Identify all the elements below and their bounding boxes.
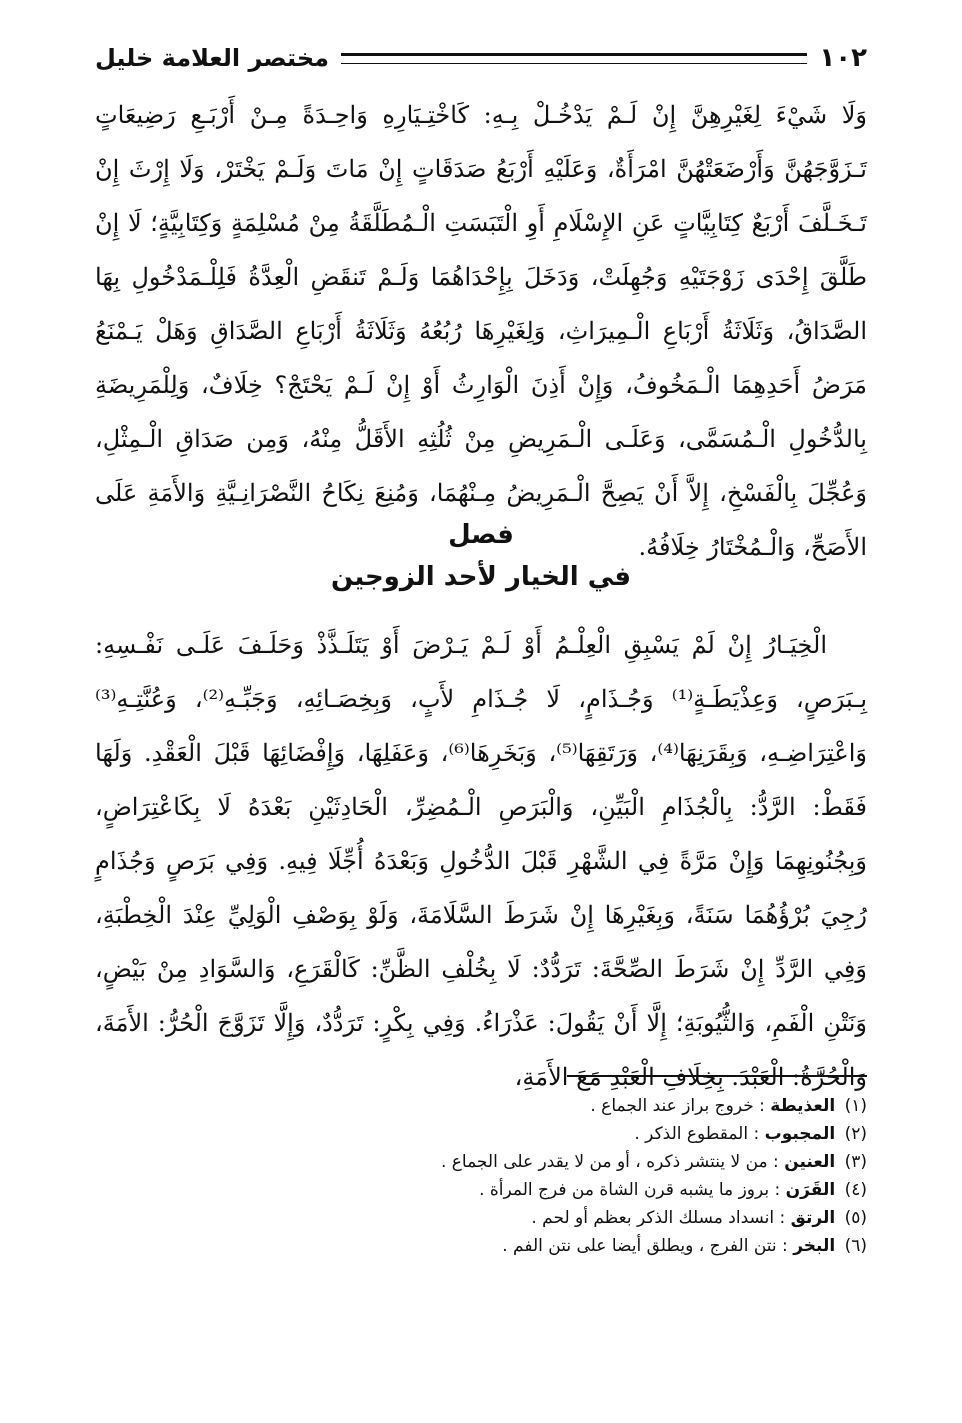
footnote-text: : بروز ما يشبه قرن الشاة من فرج المرأة . — [479, 1180, 781, 1200]
footnote-term: العنين — [784, 1152, 836, 1172]
footnote-term: المجبوب — [764, 1124, 836, 1144]
footnote-number: (٣) — [844, 1152, 867, 1172]
page-header — [95, 38, 867, 78]
footnote-term: الرتق — [790, 1208, 836, 1228]
header-rule — [341, 53, 807, 64]
section-label: فصل — [448, 520, 514, 550]
footnote-term: القَرَن — [785, 1180, 836, 1200]
footnote-number: (١) — [844, 1096, 867, 1116]
footnote-item — [95, 1120, 867, 1148]
footnote-item — [95, 1204, 867, 1232]
body-paragraph-2 — [95, 618, 867, 1104]
body-paragraph-1 — [95, 88, 867, 574]
footnotes-list — [95, 1092, 867, 1260]
page-number: ١٠٢ — [819, 43, 867, 73]
footnote-text: : خروج براز عند الجماع . — [590, 1096, 765, 1116]
footnote-term: العذيطة — [770, 1096, 836, 1116]
footnote-separator — [567, 1075, 867, 1077]
section-title: في الخيار لأحد الزوجين — [330, 562, 632, 592]
footnote-text: : انسداد مسلك الذكر بعظم أو لحم . — [531, 1208, 786, 1228]
footnote-number: (٢) — [844, 1124, 867, 1144]
running-title: مختصر العلامة خليل — [95, 44, 329, 72]
footnote-text: : المقطوع الذكر . — [634, 1124, 760, 1144]
footnote-term: البخر — [793, 1236, 836, 1256]
paragraph-text: وَلَا شَيْءَ لِغَيْرِهِنَّ إِنْ لَـمْ يَدْخُـلْ بِـهِ: كَاخْتِـيَارِهِ وَاحِـدَةً مِـنْ أَرْبَـعِ رَضِيعَاتٍ تَـزَوَّجَهُنَّ وَأَرْضَعَتْهُنَّ امْرَأَةٌ، وَعَلَيْهِ أَرْبَعُ صَدَقَاتٍ إِنْ مَاتَ وَلَـمْ يَخْتَرْ، وَلَا إِرْثَ إِنْ تَـخَـلَّفَ أَرْبَعٌ كِتَابِيَّاتٍ عَنِ الإِسْلَامِ أَوِ الْتَبَسَتِ الْـمُطَلَّقَةُ مِنْ مُسْلِمَةٍ وَكِتَابِيَّةٍ؛ لَا إِنْ طَلَّقَ إِحْدَى زَوْجَتَيْهِ وَجُهِلَتْ، وَدَخَلَ بِإِحْدَاهُمَا وَلَـمْ تَنقَضِ الْعِدَّةُ فَلِلْـمَدْخُولِ بِهَا الصَّدَاقُ، وَثَلَاثَةُ أَرْبَاعِ الْـمِيرَاثِ، وَلِغَيْرِهَا رُبُعُهُ وَثَلَاثَةُ أَرْبَاعِ الصَّدَاقِ وَهَلْ يَـمْنَعُ مَرَضُ أَحَدِهِمَا الْـمَخُوفُ، وَإِنْ أَذِنَ الْوَارِثُ أَوْ إِنْ لَـمْ يَحْتَجْ؟ خِلَافٌ، وَلِلْمَرِيضَةِ بِالدُّخُولِ الْـمُسَمَّى، وَعَلَـى الْـمَرِيضِ مِنْ ثُلُثِهِ الأَقَلُّ مِنْهُ، وَمِن صَدَاقِ الْـمِثْلِ، وَعُجِّلَ بِالْفَسْخِ، إِلاَّ أَنْ يَصِحَّ الْـمَرِيضُ مِـنْهُمَا، وَمُنِعَ نِكَاحُ النَّصْرَانِـيَّةِ وَالأَمَةِ عَلَى الأَصَحِّ، وَالْـمُخْتَارُ خِلَافُهُ. — [95, 101, 867, 561]
footnote-item — [95, 1148, 867, 1176]
footnote-text: : نتن الفرج ، ويطلق أيضا على نتن الفم . — [502, 1236, 788, 1256]
footnote-item — [95, 1176, 867, 1204]
footnote-item — [95, 1232, 867, 1260]
footnote-item — [95, 1092, 867, 1120]
footnote-text: : من لا ينتشر ذكره ، أو من لا يقدر على الجماع . — [440, 1152, 779, 1172]
footnote-number: (٦) — [844, 1236, 867, 1256]
footnote-number: (٥) — [844, 1208, 867, 1228]
footnote-number: (٤) — [844, 1180, 867, 1200]
paragraph-text: الْخِيَـارُ إِنْ لَمْ يَسْبِقِ الْعِلْـمُ أَوْ لَـمْ يَـرْضَ أَوْ يَتَلَـذَّذْ وَحَلَـفَ عَلَـى نَفْـسِهِ: بِـبَرَصٍ، وَعِذْيَطَـةٍ⁽¹⁾ وَجُـذَامٍ، لَا جُـذَامِ لأَبٍ، وَبِخِصَـائِهِ، وَجَبِّـهِ⁽²⁾، وَعُنَّتِـهِ⁽³⁾ وَاعْتِرَاضِـهِ، وَبِقَرَنِهَا⁽⁴⁾، وَرَتَقِهَا⁽⁵⁾، وَبَخَرِهَا⁽⁶⁾، وَعَفَلِهَا، وَإِفْضَائِهَا قَبْلَ الْعَقْدِ. وَلَهَا فَقَطْ: الرَّدُّ: بِالْجُذَامِ الْبَيِّنِ، وَالْبَرَصِ الْـمُضِرِّ، الْحَادِثَيْنِ بَعْدَهُ لَا بِكَاعْتِرَاضٍ، وَبِجُنُونِهِمَا وَإِنْ مَرَّةً فِي الشَّهْرِ قَبْلَ الدُّخُولِ وَبَعْدَهُ أُجِّلَا فِيهِ. وَفِي بَرَصٍ وَجُذَامٍ رُجِيَ بُرْؤُهُمَا سَنَةً، وَبِغَيْرِهَا إِنْ شَرَطَ السَّلَامَةَ، وَلَوْ بِوَصْفِ الْوَلِيِّ عِنْدَ الْخِطْبَةِ، وَفِي الرَّدِّ إِنْ شَرَطَ الصِّحَّةَ: تَرَدُّدٌ: لَا بِخُلْفِ الظَّنِّ: كَالْقَرَعِ، وَالسَّوَادِ مِنْ بَيْضٍ، وَنَتْنِ الْفَمِ، وَالثُّيُوبَةِ؛ إِلَّا أَنْ يَقُولَ: عَذْرَاءُ. وَفِي بِكْرٍ: تَرَدُّدٌ، وَإِلَّا تَزَوَّجَ الْحُرُّ: الأَمَةَ، وَالْحُرَّةُ: الْعَبْدَ. بِخِلَافِ الْعَبْدِ مَعَ الأَمَةِ، — [95, 631, 868, 1091]
